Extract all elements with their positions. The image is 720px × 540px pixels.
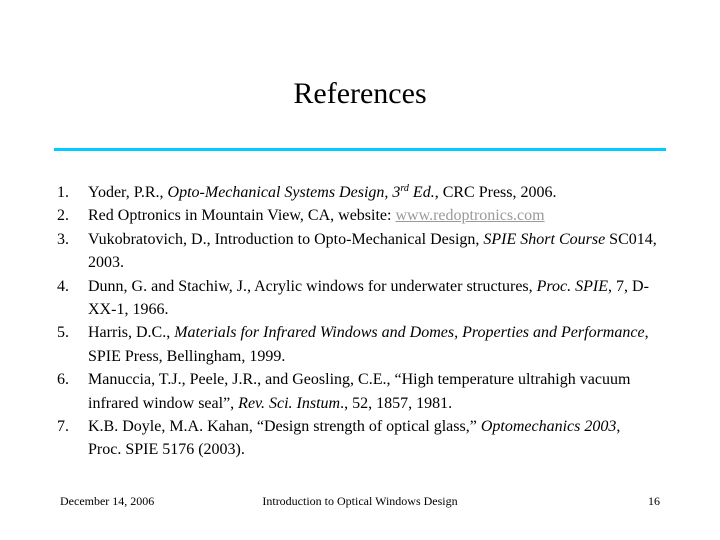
reference-text: Red Optronics in Mountain View, CA, website:: [88, 207, 396, 225]
reference-text: ., 52, 1857, 1981.: [340, 394, 453, 412]
reference-italic-text: Opto-Mechanical Systems Design, 3: [167, 184, 401, 201]
reference-text: , CRC Press, 2006.: [434, 184, 557, 201]
reference-text: Harris, D.C.,: [88, 324, 175, 342]
reference-text: , Proc. SPIE 5176 (2003).: [88, 418, 621, 459]
reference-text: K.B. Doyle, M.A. Kahan, “Design strength of optical glass,”: [88, 418, 481, 436]
reference-number: 1.: [57, 184, 69, 201]
reference-number: 5.: [57, 324, 69, 342]
footer-date: December 14, 2006: [60, 494, 155, 508]
reference-italic-text: Materials for Infrared Windows and Domes, Properties and Performance: [174, 324, 645, 342]
reference-italic-text: SPIE Short Course: [483, 230, 606, 248]
reference-number: 6.: [57, 371, 69, 389]
title-divider: [54, 148, 666, 151]
slide-title: References: [293, 77, 427, 110]
reference-text: Manuccia, T.J., Peele, J.R., and Geosling, C.E., “High temperature ultrahigh vacuum infrared window seal”,: [88, 371, 631, 412]
reference-item: [57, 415, 657, 462]
reference-text: Vukobratovich, D., Introduction to Opto-Mechanical Design,: [88, 230, 484, 248]
reference-text: Dunn, G. and Stachiw, J., Acrylic windows for underwater structures,: [88, 277, 537, 295]
superscript-text: rd: [400, 183, 409, 194]
website-link[interactable]: www.redoptronics.com: [395, 207, 545, 225]
reference-number: 7.: [57, 418, 69, 436]
footer-page-number: 16: [648, 494, 660, 508]
reference-item: [57, 181, 657, 204]
reference-italic-text: Proc. SPIE: [536, 277, 609, 295]
reference-text: , 7, D-XX-1, 1966.: [88, 277, 649, 319]
reference-item: [57, 228, 657, 275]
reference-number: 3.: [57, 230, 69, 248]
reference-item: [57, 275, 657, 322]
reference-item: [57, 368, 657, 415]
reference-italic-text: Rev. Sci. Instum: [238, 394, 341, 412]
footer-course-title: Introduction to Optical Windows Design: [262, 494, 458, 508]
reference-item: [57, 321, 657, 368]
reference-number: 2.: [57, 207, 69, 225]
reference-italic-text: Ed.: [408, 184, 435, 201]
reference-italic-text: Optomechanics 2003: [480, 418, 617, 436]
reference-list: [57, 181, 657, 462]
reference-text: SC014, 2003.: [88, 230, 657, 272]
reference-item: [57, 204, 657, 227]
reference-text: Yoder, P.R.,: [88, 184, 168, 201]
reference-number: 4.: [57, 277, 69, 295]
reference-text: , SPIE Press, Bellingham, 1999.: [88, 324, 649, 365]
